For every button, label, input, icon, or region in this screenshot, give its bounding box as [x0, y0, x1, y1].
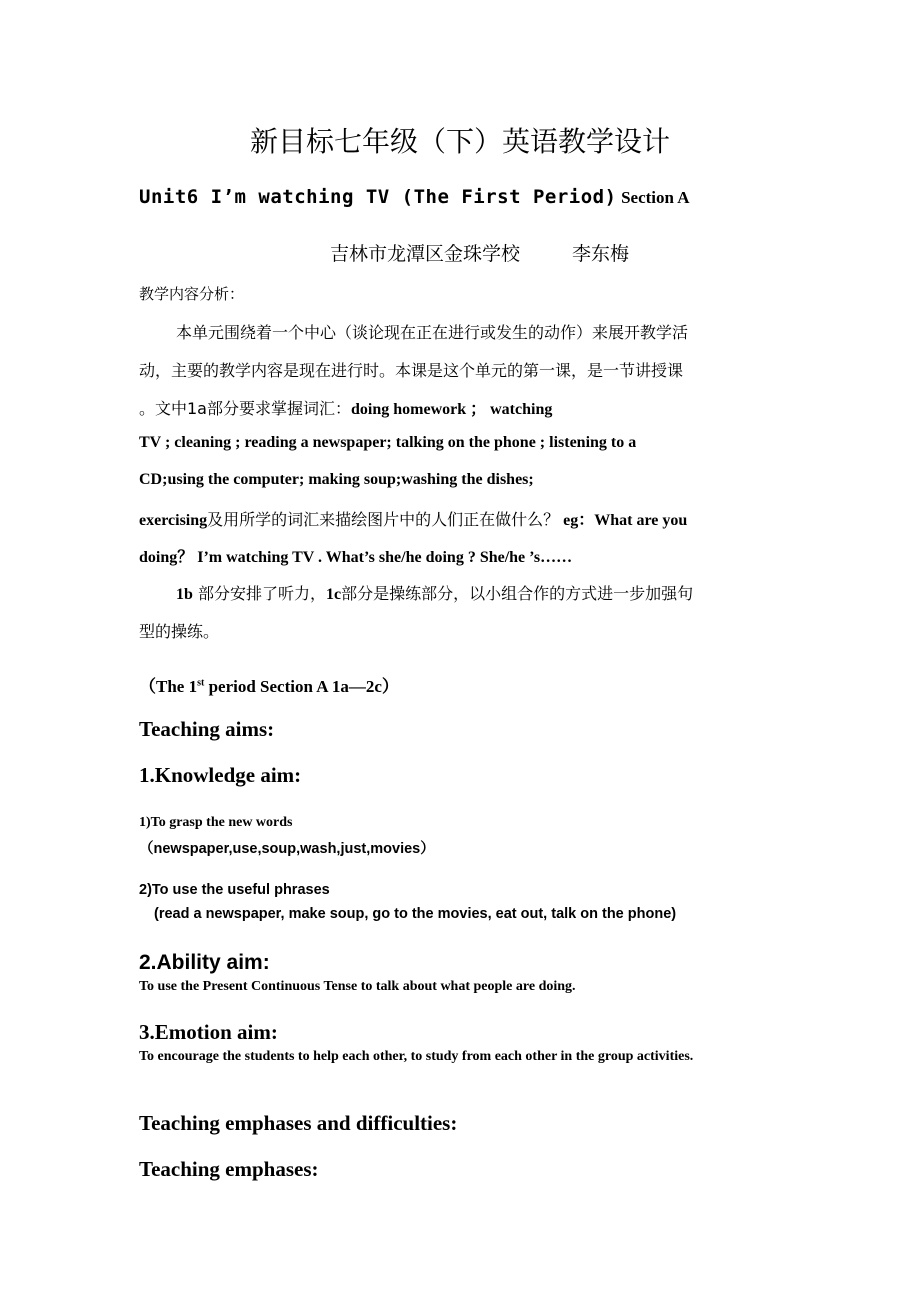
author-name: 李东梅: [572, 243, 630, 265]
analysis-text-en: doing homework ； watching: [351, 401, 553, 418]
knowledge-aim-2: 2)To use the useful phrases: [139, 882, 330, 898]
analysis-text-cn: 部分是操练部分，以小组合作的方式进一步加强句: [341, 584, 694, 603]
knowledge-aim-1: 1)To grasp the new words: [139, 815, 293, 830]
ability-aim-heading: 2.Ability aim:: [139, 951, 270, 974]
author-school: 吉林市龙潭区金珠学校: [330, 243, 521, 265]
analysis-text-en: eg：What are you: [559, 512, 688, 529]
analysis-text-cn: 。文中1a部分要求掌握词汇：: [139, 399, 351, 418]
analysis-text-en: exercising: [139, 512, 208, 529]
emphases-difficulties-heading: Teaching emphases and difficulties:: [139, 1111, 458, 1135]
period-rest: period Section A 1a—2c）: [204, 677, 399, 696]
content-analysis-label: 教学内容分析：: [139, 285, 245, 303]
unit-title: Unit6 I’m watching TV (The First Period): [139, 186, 617, 208]
period-sup: st: [197, 677, 205, 689]
analysis-line: [139, 434, 636, 452]
analysis-text-en: 1c: [326, 586, 342, 603]
analysis-text-cn: 部分安排了听力，: [192, 584, 326, 603]
author-line: [330, 239, 629, 266]
analysis-line: [139, 396, 552, 419]
analysis-text-cn: 及用所学的词汇来描绘图片中的人们正在做什么？: [207, 510, 560, 529]
analysis-line: [176, 581, 693, 604]
analysis-line: 型的操练。: [139, 622, 220, 641]
analysis-text-en: 1b: [176, 586, 193, 603]
document-title: 新目标七年级（下）英语教学设计: [249, 125, 670, 158]
analysis-line: [139, 471, 534, 489]
knowledge-aim-1-words: （newspaper,use,soup,wash,just,movies）: [139, 841, 435, 857]
emotion-aim-text: To encourage the students to help each other, to study from each other in the group activities.: [139, 1049, 694, 1064]
period-line: [139, 672, 399, 697]
period-open: （The 1: [139, 677, 198, 696]
analysis-line: [139, 507, 687, 530]
analysis-text-en: TV ; cleaning ; reading a newspaper; talking on the phone ; listening to a: [139, 434, 637, 451]
analysis-line: 动，主要的教学内容是现在进行时。本课是这个单元的第一课，是一节讲授课: [139, 361, 684, 380]
analysis-line: 本单元围绕着一个中心（谈论现在正在进行或发生的动作）来展开教学活: [176, 323, 689, 342]
knowledge-aim-heading: 1.Knowledge aim:: [139, 763, 302, 787]
unit-section: Section A: [621, 188, 690, 207]
analysis-line: [139, 544, 572, 567]
analysis-text-en: CD;using the computer; making soup;washing the dishes;: [139, 471, 534, 488]
analysis-text-en: doing？ I’m watching TV . What’s she/he doing ? She/he ’s……: [139, 549, 573, 566]
knowledge-aim-2-phrases: (read a newspaper, make soup, go to the movies, eat out, talk on the phone): [154, 906, 677, 922]
ability-aim-text: To use the Present Continuous Tense to talk about what people are doing.: [139, 979, 576, 994]
teaching-aims-heading: Teaching aims:: [139, 717, 275, 741]
unit-heading: [139, 186, 690, 208]
emphases-heading: Teaching emphases:: [139, 1157, 319, 1181]
emotion-aim-heading: 3.Emotion aim:: [139, 1020, 278, 1044]
